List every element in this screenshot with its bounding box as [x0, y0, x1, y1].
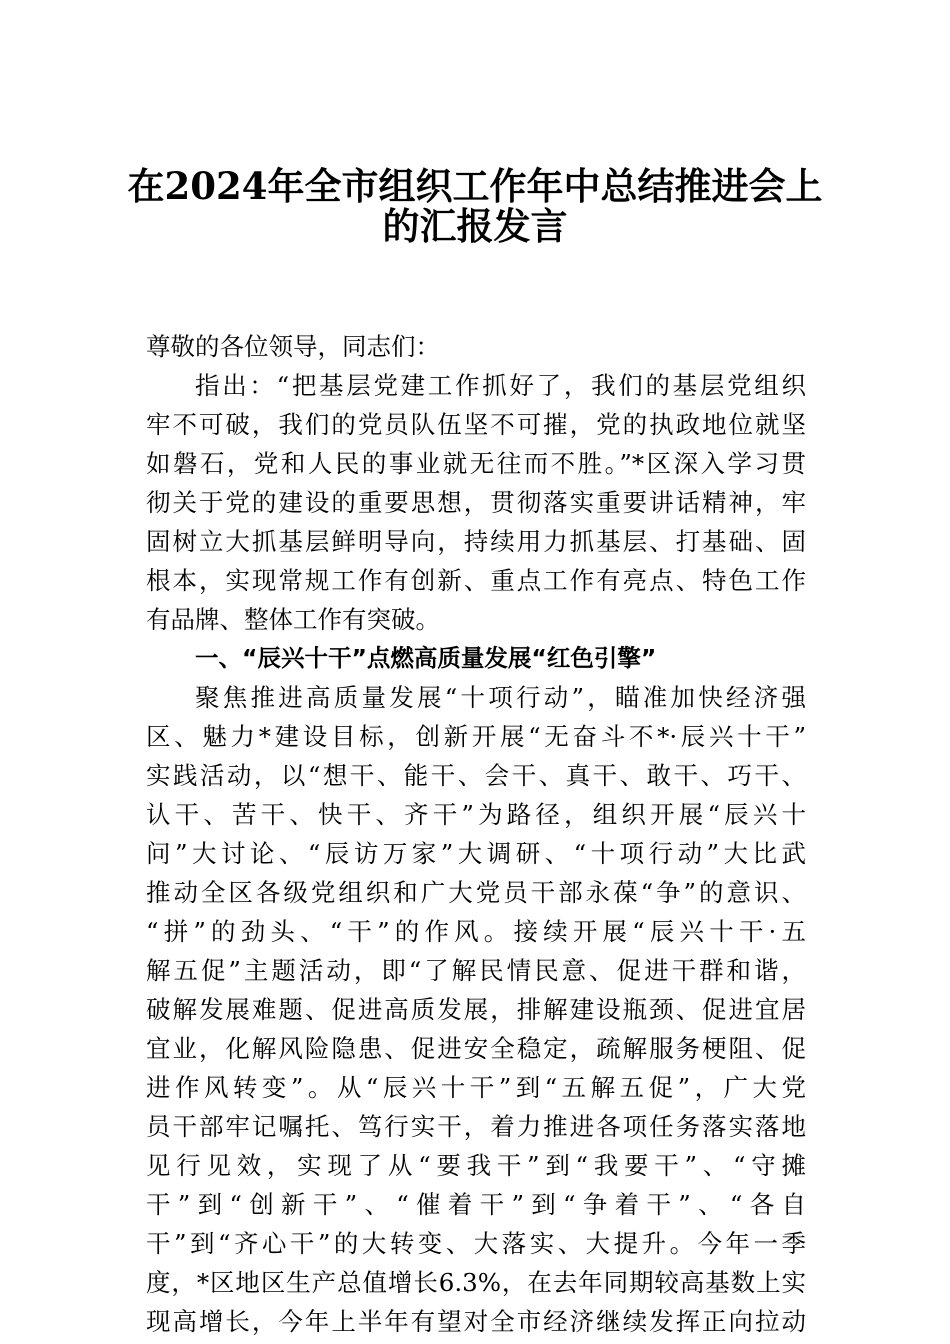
paragraph-line: 干”到“齐心干”的大转变、大落实、大提升。今年一季 — [146, 1229, 806, 1258]
paragraph-line: “拼”的劲头、“干”的作风。接续开展“辰兴十干·五 — [146, 917, 806, 946]
paragraph-line: 问”大讨论、“辰访万家”大调研、“十项行动”大比武 — [146, 839, 806, 868]
paragraph-line: 解五促”主题活动，即“了解民情民意、促进干群和谐， — [146, 956, 806, 985]
paragraph-line: 如磐石，党和人民的事业就无往而不胜。”*区深入学习贯 — [146, 449, 806, 478]
paragraph-line: 度，*区地区生产总值增长6.3%，在去年同期较高基数上实 — [146, 1268, 806, 1297]
salutation: 尊敬的各位领导，同志们： — [146, 332, 440, 361]
paragraph-line: 固树立大抓基层鲜明导向，持续用力抓基层、打基础、固 — [146, 527, 806, 556]
paragraph-line: 宜业，化解风险隐患、促进安全稳定，疏解服务梗阻、促 — [146, 1034, 806, 1063]
paragraph-line: 现高增长，今年上半年有望对全市经济继续发挥正向拉动 — [146, 1307, 806, 1336]
paragraph-line: 指出：“把基层党建工作抓好了，我们的基层党组织 — [195, 371, 806, 400]
paragraph-line: 聚焦推进高质量发展“十项行动”，瞄准加快经济强 — [195, 683, 806, 712]
document-title-line-1: 在2024年全市组织工作年中总结推进会上 — [127, 164, 823, 208]
paragraph-line: 区、魅力*建设目标，创新开展“无奋斗不*·辰兴十干” — [146, 722, 806, 751]
paragraph-line: 认干、苦干、快干、齐干”为路径，组织开展“辰兴十 — [146, 800, 806, 829]
paragraph-line: 实践活动，以“想干、能干、会干、真干、敢干、巧干、 — [146, 761, 806, 790]
paragraph-line: 根本，实现常规工作有创新、重点工作有亮点、特色工作 — [146, 566, 806, 595]
document-title-line-2: 的汇报发言 — [382, 204, 568, 248]
paragraph-line: 牢不可破，我们的党员队伍坚不可摧，党的执政地位就坚 — [146, 410, 806, 439]
document-body — [146, 327, 806, 1341]
paragraph-line: 见行见效，实现了从“要我干”到“我要干”、“守摊 — [146, 1151, 806, 1180]
paragraph-line: 有品牌、整体工作有突破。 — [146, 605, 440, 634]
paragraph-line: 员干部牢记嘱托、笃行实干，着力推进各项任务落实落地 — [146, 1112, 806, 1141]
paragraph-line: 进作风转变”。从“辰兴十干”到“五解五促”，广大党 — [146, 1073, 806, 1102]
paragraph-line: 破解发展难题、促进高质发展，排解建设瓶颈、促进宜居 — [146, 995, 806, 1024]
paragraph-line: 干”到“创新干”、“催着干”到“争着干”、“各自 — [146, 1190, 806, 1219]
paragraph-line: 彻关于党的建设的重要思想，贯彻落实重要讲话精神，牢 — [146, 488, 806, 517]
section-heading: 一、“辰兴十干”点燃高质量发展“红色引擎” — [195, 644, 657, 672]
paragraph-line: 推动全区各级党组织和广大党员干部永葆“争”的意识、 — [146, 878, 806, 907]
